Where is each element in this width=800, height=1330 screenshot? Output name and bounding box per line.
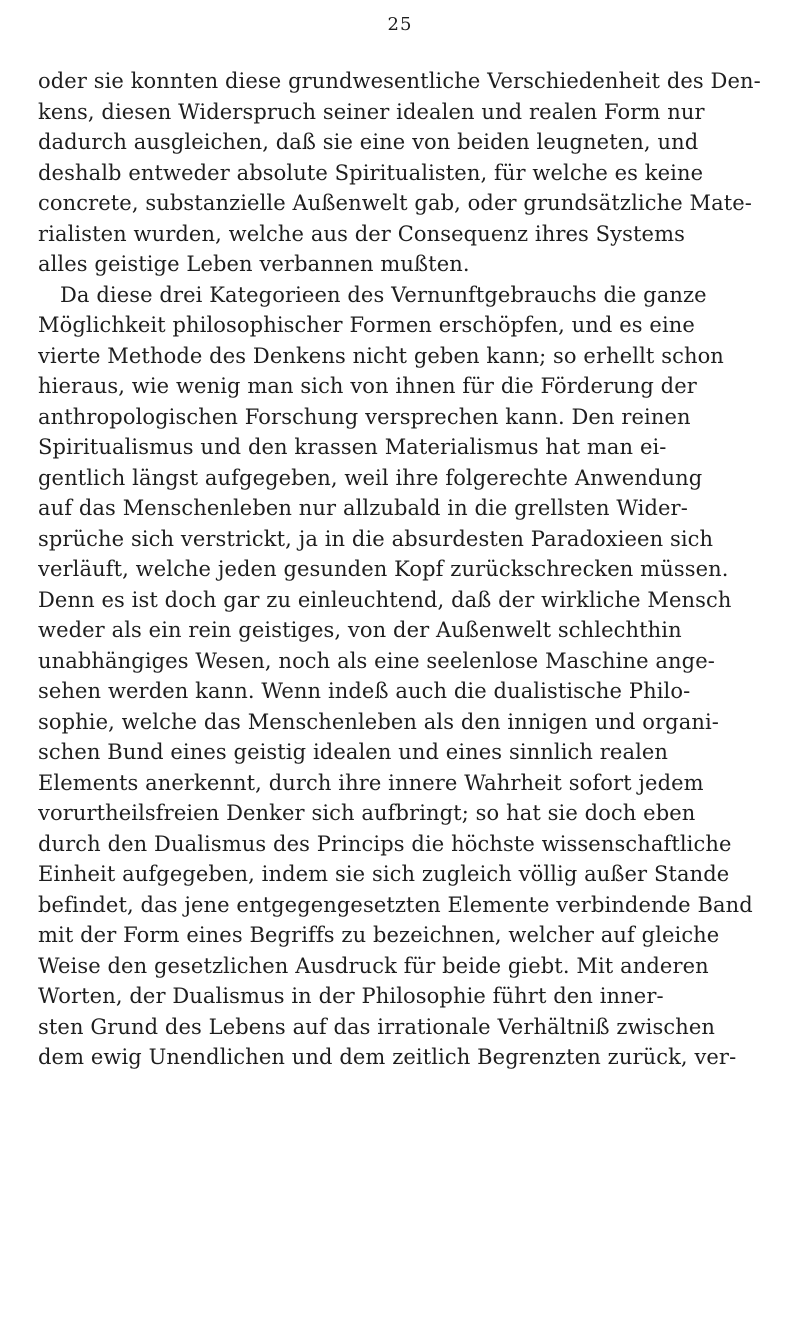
text-line: sten Grund des Lebens auf das irrationale Verhältniß zwischen <box>38 1014 715 1039</box>
paragraph-start-line: Da diese drei Kategorieen des Vernunftgebrauchs die ganze <box>60 282 707 307</box>
text-line: Elements anerkennt, durch ihre innere Wahrheit sofort jedem <box>38 770 704 795</box>
text-line: sophie, welche das Menschenleben als den innigen und organi- <box>38 709 719 734</box>
text-line: Spiritualismus und den krassen Materialismus hat man ei- <box>38 435 667 459</box>
text-line: weder als ein rein geistiges, von der Außenwelt schlechthin <box>38 618 682 642</box>
text-line: auf das Menschenleben nur allzubald in die grellsten Wider- <box>38 496 688 520</box>
text-line: deshalb entweder absolute Spiritualisten, für welche es keine <box>38 160 704 185</box>
text-line: sprüche sich verstrickt, ja in die absurdesten Paradoxieen sich <box>38 526 714 551</box>
text-line: durch den Dualismus des Princips die höchste wissenschaftliche <box>38 831 732 856</box>
text-line: Einheit aufgegeben, indem sie sich zugleich völlig außer Stande <box>38 862 730 886</box>
text-line: schen Bund eines geistig idealen und eines sinnlich realen <box>38 740 669 764</box>
text-line: Denn es ist doch gar zu einleuchtend, daß der wirkliche Mensch <box>38 587 732 612</box>
text-line: oder sie konnten diese grundwesentliche Verschiedenheit des Den- <box>38 69 761 93</box>
text-line: gentlich längst aufgegeben, weil ihre folgerechte Anwendung <box>38 465 703 490</box>
text-line: unabhängiges Wesen, noch als eine seelenlose Maschine ange- <box>38 648 715 673</box>
text-line: Weise den gesetzlichen Ausdruck für beide giebt. Mit anderen <box>38 953 709 978</box>
text-line: dem ewig Unendlichen und dem zeitlich Begrenzten zurück, ver- <box>38 1045 737 1069</box>
text-line: verläuft, welche jeden gesunden Kopf zurückschrecken müssen. <box>38 557 729 581</box>
text-line: Möglichkeit philosophischer Formen erschöpfen, und es eine <box>38 313 695 337</box>
text-line: mit der Form eines Begriffs zu bezeichnen, welcher auf gleiche <box>38 923 720 947</box>
text-line: rialisten wurden, welche aus der Consequenz ihres Systems <box>38 221 685 246</box>
text-line: dadurch ausgleichen, daß sie eine von beiden leugneten, und <box>38 130 699 154</box>
page-number: 25 <box>387 14 413 35</box>
text-line: vorurtheilsfreien Denker sich aufbringt; so hat sie doch eben <box>38 801 696 825</box>
text-line: befindet, das jene entgegengesetzten Elemente verbindende Band <box>38 892 753 917</box>
text-line: kens, diesen Widerspruch seiner idealen und realen Form nur <box>38 99 705 124</box>
text-line: hieraus, wie wenig man sich von ihnen für die Förderung der <box>38 374 697 398</box>
text-line: anthropologischen Forschung versprechen kann. Den reinen <box>38 404 691 429</box>
text-line: Worten, der Dualismus in der Philosophie führt den inner- <box>38 984 664 1008</box>
text-line: vierte Methode des Denkens nicht geben kann; so erhellt schon <box>38 343 724 368</box>
body-text <box>38 66 782 1073</box>
text-line: concrete, substanzielle Außenwelt gab, oder grundsätzliche Mate- <box>38 191 752 215</box>
text-line: alles geistige Leben verbannen mußten. <box>38 252 470 276</box>
text-line: sehen werden kann. Wenn indeß auch die dualistische Philo- <box>38 679 691 703</box>
